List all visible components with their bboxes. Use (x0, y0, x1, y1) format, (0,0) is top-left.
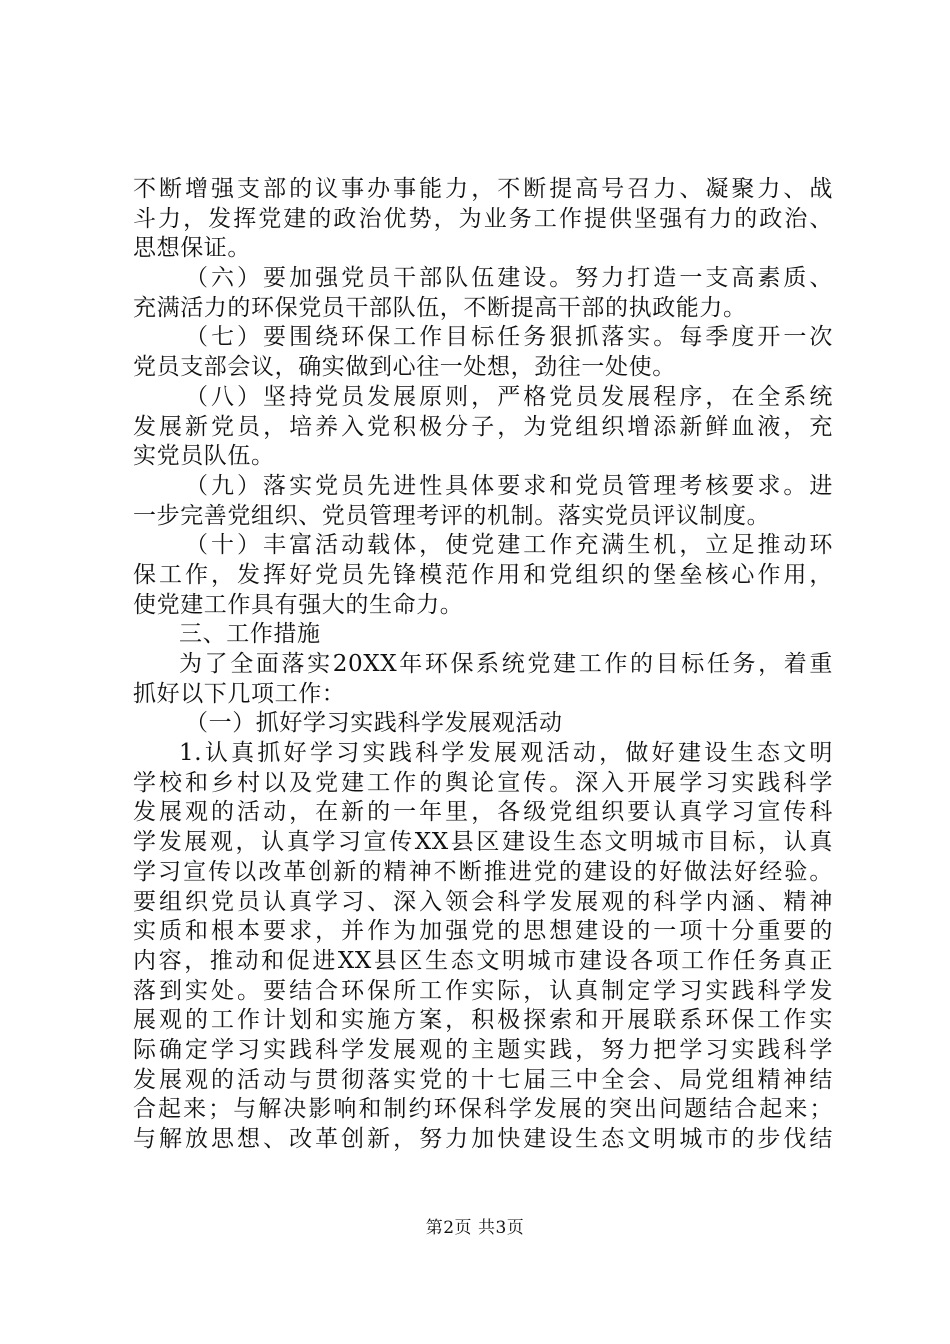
text-line: 发展观的活动与贯彻落实党的十七届三中全会、局党组精神结 (133, 1066, 833, 1093)
text-line: 不断增强支部的议事办事能力，不断提高号召力、凝聚力、战 (133, 176, 833, 202)
text-line: 展观的工作计划和实施方案，积极探索和开展联系环保工作实 (133, 1007, 833, 1034)
text-line: 与解放思想、改革创新，努力加快建设生态文明城市的步伐结 (133, 1126, 833, 1152)
text-line: （九）落实党员先进性具体要求和党员管理考核要求。进 (185, 472, 833, 499)
text-line: 抓好以下几项工作： (133, 680, 346, 707)
text-line: 发展新党员，培养入党积极分子，为党组织增添新鲜血液，充 (133, 413, 833, 440)
text-line: 斗力，发挥党建的政治优势，为业务工作提供坚强有力的政治、 (133, 205, 833, 232)
document-body (133, 175, 833, 1155)
text-line: 实党员队伍。 (133, 443, 275, 470)
text-line: （六）要加强党员干部队伍建设。努力打造一支高素质、 (185, 265, 833, 292)
text-line: 际确定学习实践科学发展观的主题实践，努力把学习实践科学 (133, 1036, 833, 1063)
section-heading: 三、工作措施 (179, 621, 321, 648)
text-line: （八）坚持党员发展原则，严格党员发展程序，在全系统 (185, 383, 833, 410)
text-line: 合起来；与解决影响和制约环保科学发展的突出问题结合起来； (133, 1096, 833, 1123)
text-line: 学发展观，认真学习宣传XX县区建设生态文明城市目标，认真 (133, 829, 833, 856)
text-line: 发展观的活动，在新的一年里，各级党组织要认真学习宣传科 (133, 799, 833, 826)
text-line: （十）丰富活动载体，使党建工作充满生机，立足推动环 (185, 532, 833, 559)
text-line: 实质和根本要求，并作为加强党的思想建设的一项十分重要的 (133, 918, 833, 945)
text-line: （七）要围绕环保工作目标任务狠抓落实。每季度开一次 (185, 324, 833, 351)
text-line: 使党建工作具有强大的生命力。 (133, 591, 464, 618)
text-line: 落到实处。要结合环保所工作实际，认真制定学习实践科学发 (133, 977, 833, 1004)
text-line: 一步完善党组织、党员管理考评的机制。落实党员评议制度。 (133, 502, 771, 529)
text-line: 保工作，发挥好党员先锋模范作用和党组织的堡垒核心作用， (133, 561, 833, 588)
text-line: 要组织党员认真学习、深入领会科学发展观的科学内涵、精神 (133, 888, 833, 915)
text-line: 思想保证。 (133, 235, 251, 262)
text-line: 党员支部会议，确实做到心往一处想，劲往一处使。 (133, 354, 676, 381)
subsection-heading: （一）抓好学习实践科学发展观活动 (185, 710, 563, 737)
text-line: 学校和乡村以及党建工作的舆论宣传。深入开展学习实践科学 (133, 769, 833, 796)
text-line: 为了全面落实20XX年环保系统党建工作的目标任务，着重 (179, 651, 833, 677)
text-line: 内容，推动和促进XX县区生态文明城市建设各项工作任务真正 (133, 947, 833, 974)
text-line: 充满活力的环保党员干部队伍，不断提高干部的执政能力。 (133, 294, 747, 321)
page-number-footer: 第2页 共3页 (425, 1218, 525, 1238)
text-line: 1.认真抓好学习实践科学发展观活动，做好建设生态文明 (179, 740, 833, 767)
text-line: 学习宣传以改革创新的精神不断推进党的建设的好做法好经验。 (133, 858, 833, 885)
